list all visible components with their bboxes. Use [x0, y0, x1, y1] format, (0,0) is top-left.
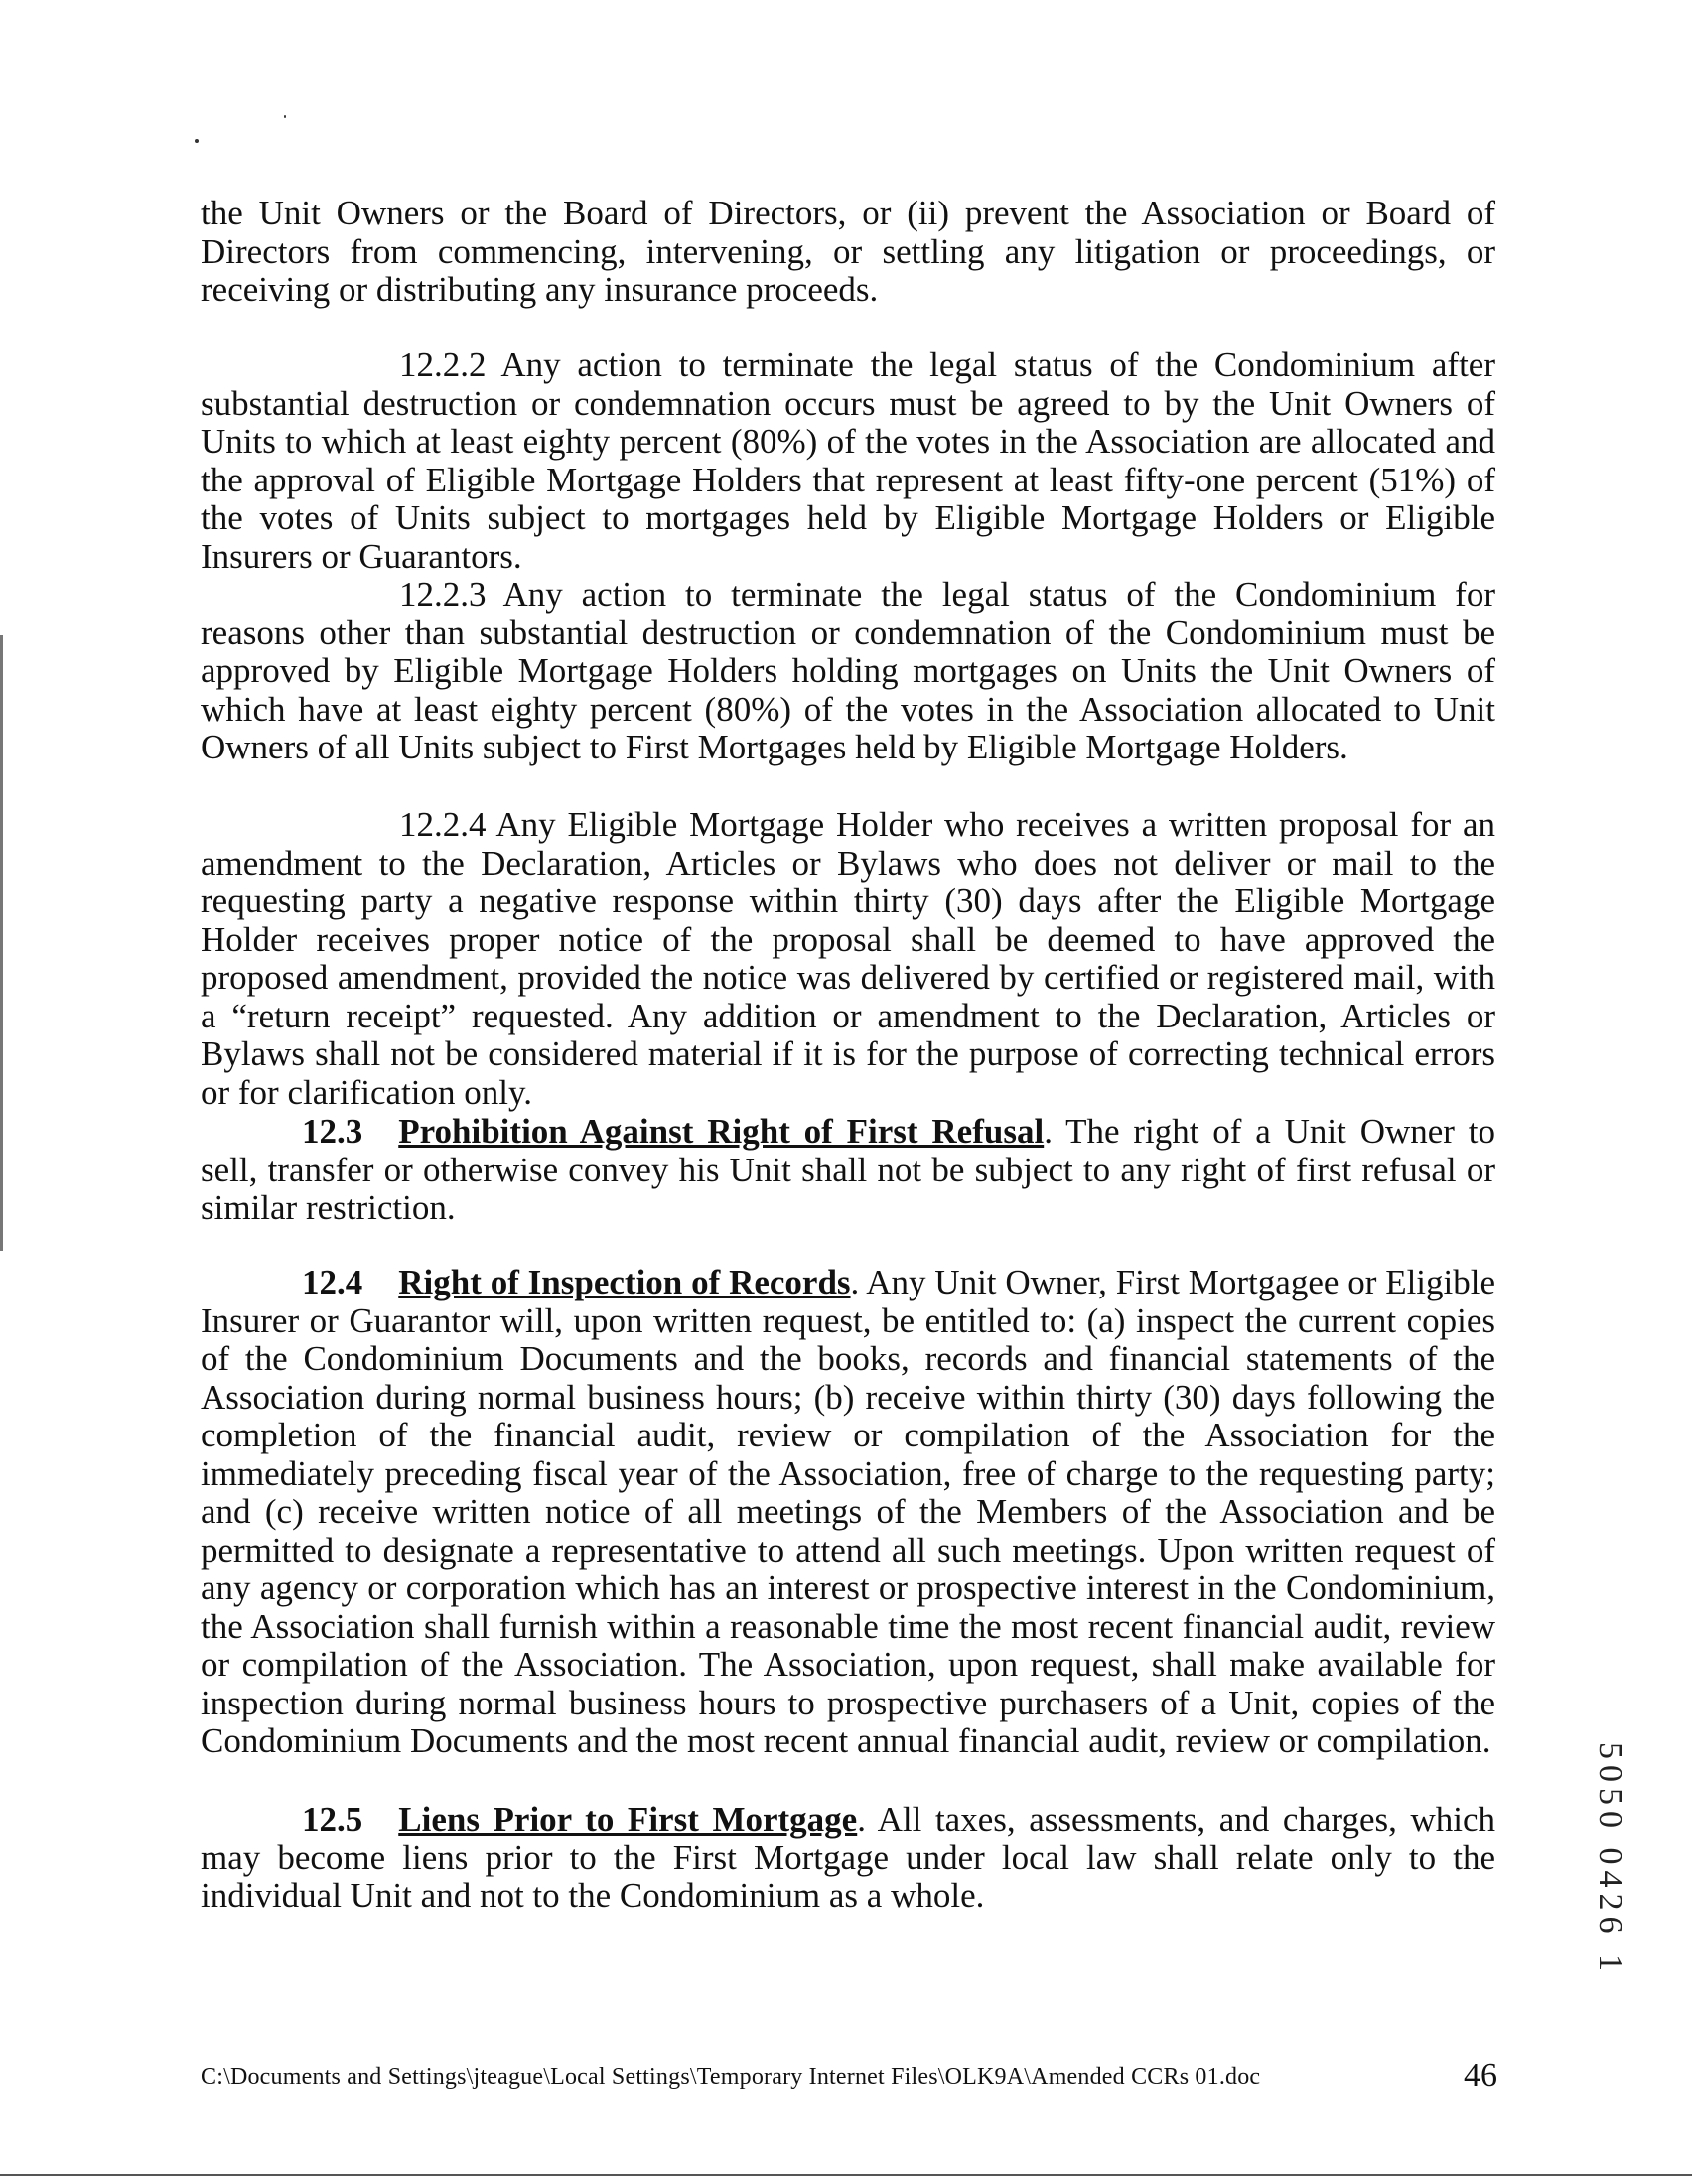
footer-file-path: C:\Documents and Settings\jteague\Local Settings\Temporary Internet Files\OLK9A\Amended CCRs 01.doc — [201, 2064, 1261, 2090]
page-number: 46 — [1464, 2057, 1497, 2094]
section-body: . The right of a Unit Owner to sell, transfer or otherwise convey his Unit shall not be subject to any right of first refusal or similar restriction. — [201, 1112, 1496, 1227]
section-number: 12.5 — [302, 1800, 363, 1839]
paragraph-text: the Unit Owners or the Board of Directors, or (ii) prevent the Association or Board of Directors from commencing, intervening, or settling any litigation or proceedings, or receiving or distributing any insurance proceeds. — [201, 194, 1495, 309]
section-title: Right of Inspection of Records — [398, 1263, 851, 1301]
section-number: 12.3 — [302, 1112, 363, 1151]
section-body: . Any Unit Owner, First Mortgagee or Eligible Insurer or Guarantor will, upon written request, be entitled to: (a) inspect the current copies of the Condominium Documents and the books, records and financial statements of the Association during normal business hours; (b) receive within thirty (30) days following the completion of the financial audit, review or compilation of the Association for the immediately preceding fiscal year of the Association, free of charge to the requesting party; and (c) receive written notice of all meetings of the Members of the Association and be permitted to designate a representative to attend all such meetings. Upon written request of any agency or corporation which has an interest or prospective interest in the Condominium, the Association shall furnish within a reasonable time the most recent financial audit, review or compilation of the Association. The Association, upon request, shall make available for inspection during normal business hours to prospective purchasers of a Unit, copies of the Condominium Documents and the most recent annual financial audit, review or compilation. — [201, 1263, 1496, 1760]
section-12-5 — [201, 1801, 1495, 1916]
paragraph-12-2-2 — [201, 346, 1495, 576]
section-number: 12.4 — [302, 1263, 363, 1301]
paragraph-12-2-3 — [201, 576, 1495, 767]
scan-bottom-edge — [0, 2174, 1692, 2176]
section-12-4 — [201, 1264, 1495, 1761]
paragraph-text: 12.2.3 Any action to terminate the legal status of the Condominium for reasons other than substantial destruction or condemnation of the Condominium must be approved by Eligible Mortgage Holders holding mortgages on Units the Unit Owners of which have at least eighty percent (80%) of the votes in the Association allocated to Unit Owners of all Units subject to First Mortgages held by Eligible Mortgage Holders. — [201, 575, 1495, 766]
side-stamp-number: 5050 0426 1 — [1592, 1742, 1628, 1977]
paragraph-continuation — [201, 195, 1495, 310]
section-12-3 — [201, 1113, 1495, 1228]
paragraph-text: 12.2.4 Any Eligible Mortgage Holder who receives a written proposal for an amendment to the Declaration, Articles or Bylaws who does not deliver or mail to the requesting party a negative response within thirty (30) days after the Eligible Mortgage Holder receives proper notice of the proposal shall be deemed to have approved the proposed amendment, provided the notice was delivered by certified or registered mail, with a “return receipt” requested. Any addition or amendment to the Declaration, Articles or Bylaws shall not be considered material if it is for the purpose of correcting technical errors or for clarification only. — [201, 805, 1495, 1112]
section-title: Prohibition Against Right of First Refusal — [398, 1112, 1045, 1151]
section-title: Liens Prior to First Mortgage — [398, 1800, 858, 1839]
paragraph-text: 12.2.2 Any action to terminate the legal status of the Condominium after substantial destruction or condemnation occurs must be agreed to by the Unit Owners of Units to which at least eighty percent (80%) of the votes in the Association are allocated and the approval of Eligible Mortgage Holders that represent at least fifty-one percent (51%) of the votes of Units subject to mortgages held by Eligible Mortgage Holders or Eligible Insurers or Guarantors. — [201, 345, 1495, 576]
section-body: . All taxes, assessments, and charges, which may become liens prior to the First Mortgage under local law shall relate only to the individual Unit and not to the Condominium as a whole. — [201, 1800, 1495, 1915]
scan-left-edge — [0, 635, 3, 1251]
paragraph-12-2-4 — [201, 806, 1495, 1112]
scan-speck — [195, 139, 199, 143]
scan-speck — [284, 115, 286, 118]
